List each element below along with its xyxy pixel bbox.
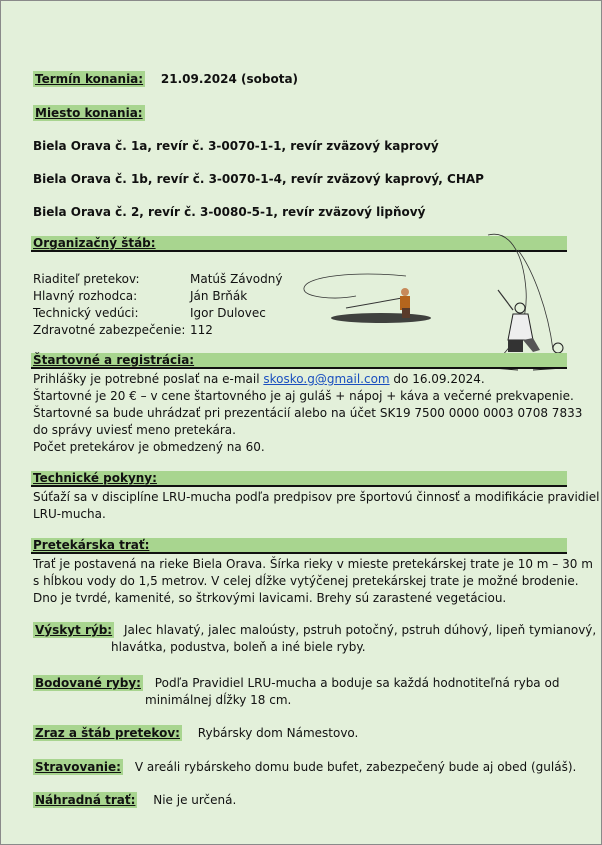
startovne-header-bar <box>31 353 567 369</box>
nahradna-label: Náhradná trať: <box>35 793 136 807</box>
zraz-label: Zraz a štáb pretekov: <box>35 726 180 740</box>
technicke-header-bar <box>31 471 567 487</box>
termin-label: Termín konania: <box>35 72 144 86</box>
startovne-line-3: Štartovné sa bude uhrádzať pri prezentácií alebo na účet SK19 7500 0000 0003 0708 7833 <box>33 406 583 420</box>
trat-line-1: Trať je postavená na rieke Biela Orava. Šírka rieky v mieste pretekárskej trate je 10 m – 30 m <box>33 557 593 571</box>
stab-label: Organizačný štáb: <box>33 236 156 250</box>
bodovane-line-1: Podľa Pravidiel LRU-mucha a boduje sa každá hodnotiteľná ryba od <box>154 676 560 690</box>
stravovanie-section <box>33 760 576 774</box>
trat-header-bar <box>31 538 567 554</box>
technicke-line-2: LRU-mucha. <box>33 507 106 521</box>
miesto-line-3: Biela Orava č. 2, revír č. 3-0080-5-1, revír zväzový lipňový <box>33 205 426 219</box>
startovne-label: Štartovné a registrácia: <box>33 353 195 367</box>
vyskyt-line-2: hlavátka, podustva, boleň a iné biele ryby. <box>111 640 366 654</box>
startovne-line-1 <box>33 371 485 388</box>
stab-key-3: Technický vedúci: <box>33 306 139 320</box>
zraz-section <box>33 726 358 740</box>
trat-line-3: Dno je tvrdé, kamenité, so štrkovými lavicami. Brehy sú zarastené vegetáciou. <box>33 591 507 605</box>
termin-section <box>33 72 298 86</box>
vyskyt-section <box>33 623 596 637</box>
stab-value-2: Ján Brňák <box>190 289 248 303</box>
startovne-line-5: Počet pretekárov je obmedzený na 60. <box>33 440 265 454</box>
stab-key-1: Riaditeľ pretekov: <box>33 272 140 286</box>
miesto-label: Miesto konania: <box>35 106 143 120</box>
miesto-line-2: Biela Orava č. 1b, revír č. 3-0070-1-4, revír zväzový kaprový, CHAP <box>33 172 484 186</box>
nahradna-section <box>33 793 236 807</box>
vyskyt-label: Výskyt rýb: <box>35 623 113 637</box>
stravovanie-value: V areáli rybárskeho domu bude bufet, zabezpečený bude aj obed (guláš). <box>134 760 577 774</box>
startovne-line-4: do správy uviesť meno pretekára. <box>33 423 236 437</box>
stravovanie-label: Stravovanie: <box>35 760 121 774</box>
trat-line-2: s hĺbkou vody do 1,5 metrov. V celej dĺžke vytýčenej pretekárskej trate je možné brodenie. <box>33 574 579 588</box>
termin-value: 21.09.2024 (sobota) <box>160 72 299 86</box>
bodovane-section <box>33 676 559 690</box>
vyskyt-line-1: Jalec hlavatý, jalec maloústy, pstruh potočný, pstruh dúhový, lipeň tymianový, <box>123 623 597 637</box>
stab-value-1: Matúš Závodný <box>190 272 283 286</box>
startovne-line-2: Štartovné je 20 € – v cene štartovného je aj guláš + nápoj + káva a večerné prekvapenie. <box>33 389 574 403</box>
fisherman-small-illustration <box>296 266 436 330</box>
nahradna-value: Nie je určená. <box>153 793 237 807</box>
stab-key-2: Hlavný rozhodca: <box>33 289 138 303</box>
stab-value-4: 112 <box>190 323 213 337</box>
startovne-line-1-pre: Prihlášky je potrebné poslať na e-mail <box>33 372 264 386</box>
technicke-label: Technické pokyny: <box>33 471 157 485</box>
technicke-line-1: Súťaží sa v disciplíne LRU-mucha podľa predpisov pre športovú činnosť a modifikácie pravidiel <box>33 490 600 504</box>
stab-key-4: Zdravotné zabezpečenie: <box>33 323 186 337</box>
miesto-line-1: Biela Orava č. 1a, revír č. 3-0070-1-1, revír zväzový kaprový <box>33 139 439 153</box>
email-link[interactable]: skosko.g@gmail.com <box>263 372 390 386</box>
stab-value-3: Igor Dulovec <box>190 306 266 320</box>
bodovane-line-2: minimálnej dĺžky 18 cm. <box>145 693 292 707</box>
bodovane-label: Bodované ryby: <box>35 676 141 690</box>
trat-label: Pretekárska trať: <box>33 538 150 552</box>
startovne-line-1-post: do 16.09.2024. <box>389 372 485 386</box>
miesto-label-wrap <box>33 106 145 120</box>
zraz-value: Rybársky dom Námestovo. <box>197 726 359 740</box>
